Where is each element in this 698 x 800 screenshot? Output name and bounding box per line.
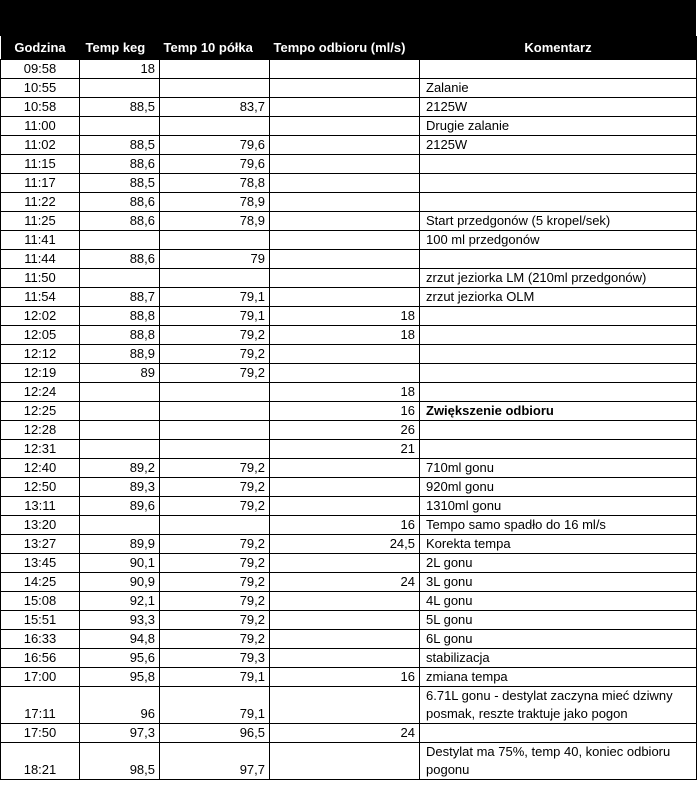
cell-keg-temp: 88,6 (80, 249, 160, 268)
cell-time: 17:50 (1, 723, 80, 742)
cell-shelf-temp (160, 420, 270, 439)
cell-keg-temp: 95,8 (80, 667, 160, 686)
cell-shelf-temp: 79,2 (160, 363, 270, 382)
cell-keg-temp: 88,9 (80, 344, 160, 363)
cell-shelf-temp: 79,1 (160, 306, 270, 325)
cell-time: 13:20 (1, 515, 80, 534)
cell-shelf-temp: 79,2 (160, 325, 270, 344)
cell-comment (420, 344, 697, 363)
cell-time: 13:27 (1, 534, 80, 553)
cell-comment: 2L gonu (420, 553, 697, 572)
table-row (1, 610, 697, 629)
table-row (1, 686, 697, 723)
table-row (1, 439, 697, 458)
cell-time: 12:31 (1, 439, 80, 458)
table-row (1, 648, 697, 667)
cell-shelf-temp: 79,2 (160, 610, 270, 629)
cell-collection-rate: 24,5 (270, 534, 420, 553)
cell-collection-rate (270, 211, 420, 230)
cell-time: 11:17 (1, 173, 80, 192)
table-row (1, 477, 697, 496)
cell-comment: 100 ml przedgonów (420, 230, 697, 249)
cell-keg-temp (80, 78, 160, 97)
cell-collection-rate (270, 287, 420, 306)
cell-time: 09:58 (1, 59, 80, 78)
cell-shelf-temp: 79,1 (160, 667, 270, 686)
cell-collection-rate (270, 629, 420, 648)
cell-keg-temp: 89,6 (80, 496, 160, 515)
table-row (1, 458, 697, 477)
cell-comment: Tempo samo spadło do 16 ml/s (420, 515, 697, 534)
cell-shelf-temp: 79,6 (160, 135, 270, 154)
cell-shelf-temp: 79,2 (160, 572, 270, 591)
cell-time: 10:55 (1, 78, 80, 97)
cell-keg-temp: 89 (80, 363, 160, 382)
cell-keg-temp: 88,5 (80, 173, 160, 192)
cell-comment: Korekta tempa (420, 534, 697, 553)
table-row (1, 268, 697, 287)
cell-shelf-temp (160, 439, 270, 458)
table-row (1, 420, 697, 439)
cell-collection-rate (270, 78, 420, 97)
cell-comment: 2125W (420, 135, 697, 154)
column-header-comment: Komentarz (524, 39, 592, 55)
table-row (1, 667, 697, 686)
cell-shelf-temp (160, 515, 270, 534)
table-row (1, 306, 697, 325)
table-row (1, 382, 697, 401)
cell-comment (420, 59, 697, 78)
cell-collection-rate: 26 (270, 420, 420, 439)
cell-shelf-temp: 83,7 (160, 97, 270, 116)
cell-time: 11:22 (1, 192, 80, 211)
cell-comment: stabilizacja (420, 648, 697, 667)
cell-shelf-temp (160, 268, 270, 287)
table-row (1, 572, 697, 591)
cell-comment (420, 325, 697, 344)
cell-collection-rate: 16 (270, 401, 420, 420)
cell-keg-temp: 90,1 (80, 553, 160, 572)
cell-collection-rate (270, 363, 420, 382)
cell-shelf-temp (160, 401, 270, 420)
cell-shelf-temp: 79,1 (160, 287, 270, 306)
table-row (1, 496, 697, 515)
cell-comment: 920ml gonu (420, 477, 697, 496)
cell-time: 12:25 (1, 401, 80, 420)
cell-shelf-temp (160, 116, 270, 135)
table-row (1, 515, 697, 534)
cell-comment: zmiana tempa (420, 667, 697, 686)
cell-time: 12:02 (1, 306, 80, 325)
cell-keg-temp: 92,1 (80, 591, 160, 610)
cell-shelf-temp (160, 382, 270, 401)
column-header-collection-rate: Tempo odbioru (ml/s) (273, 39, 406, 55)
cell-keg-temp: 88,8 (80, 306, 160, 325)
cell-keg-temp (80, 116, 160, 135)
cell-collection-rate: 16 (270, 667, 420, 686)
table-row (1, 553, 697, 572)
cell-keg-temp (80, 420, 160, 439)
table-row (1, 344, 697, 363)
cell-collection-rate: 21 (270, 439, 420, 458)
table-row (1, 287, 697, 306)
cell-shelf-temp: 97,7 (160, 742, 270, 779)
cell-keg-temp: 95,6 (80, 648, 160, 667)
cell-shelf-temp (160, 59, 270, 78)
cell-comment (420, 382, 697, 401)
cell-comment: zrzut jeziorka OLM (420, 287, 697, 306)
cell-time: 13:11 (1, 496, 80, 515)
table-row (1, 363, 697, 382)
cell-time: 15:08 (1, 591, 80, 610)
cell-shelf-temp: 79,2 (160, 553, 270, 572)
cell-collection-rate (270, 496, 420, 515)
header-band (0, 0, 696, 36)
cell-keg-temp: 97,3 (80, 723, 160, 742)
cell-time: 12:40 (1, 458, 80, 477)
cell-keg-temp (80, 382, 160, 401)
cell-comment: 5L gonu (420, 610, 697, 629)
cell-time: 12:28 (1, 420, 80, 439)
cell-collection-rate (270, 154, 420, 173)
cell-shelf-temp: 78,9 (160, 192, 270, 211)
cell-collection-rate (270, 268, 420, 287)
column-header-shelf-temp: Temp 10 półka (163, 39, 253, 55)
table-row (1, 97, 697, 116)
cell-time: 17:11 (1, 686, 80, 723)
cell-time: 12:50 (1, 477, 80, 496)
cell-keg-temp: 89,9 (80, 534, 160, 553)
cell-comment (420, 154, 697, 173)
cell-time: 12:24 (1, 382, 80, 401)
cell-keg-temp: 93,3 (80, 610, 160, 629)
cell-comment: 710ml gonu (420, 458, 697, 477)
cell-shelf-temp: 79,2 (160, 458, 270, 477)
cell-comment (420, 306, 697, 325)
table-row (1, 723, 697, 742)
column-header-keg-temp: Temp keg (85, 39, 146, 55)
table-row (1, 325, 697, 344)
cell-shelf-temp (160, 230, 270, 249)
cell-keg-temp: 88,6 (80, 192, 160, 211)
cell-time: 11:50 (1, 268, 80, 287)
cell-comment: 2125W (420, 97, 697, 116)
cell-comment: 4L gonu (420, 591, 697, 610)
cell-collection-rate: 18 (270, 325, 420, 344)
cell-comment (420, 173, 697, 192)
cell-shelf-temp: 79 (160, 249, 270, 268)
cell-collection-rate (270, 59, 420, 78)
table-row (1, 591, 697, 610)
cell-time: 11:25 (1, 211, 80, 230)
cell-collection-rate (270, 648, 420, 667)
cell-collection-rate (270, 135, 420, 154)
cell-time: 11:41 (1, 230, 80, 249)
cell-collection-rate: 16 (270, 515, 420, 534)
cell-shelf-temp: 96,5 (160, 723, 270, 742)
cell-keg-temp (80, 268, 160, 287)
cell-keg-temp: 90,9 (80, 572, 160, 591)
cell-collection-rate (270, 477, 420, 496)
cell-collection-rate (270, 116, 420, 135)
cell-keg-temp: 88,6 (80, 154, 160, 173)
distillation-log-table (0, 36, 697, 780)
table-row (1, 59, 697, 78)
cell-collection-rate (270, 591, 420, 610)
table-row (1, 78, 697, 97)
cell-time: 11:00 (1, 116, 80, 135)
cell-comment (420, 723, 697, 742)
cell-collection-rate: 24 (270, 572, 420, 591)
cell-shelf-temp: 78,9 (160, 211, 270, 230)
cell-keg-temp (80, 515, 160, 534)
cell-time: 12:12 (1, 344, 80, 363)
table-row (1, 230, 697, 249)
cell-comment (420, 249, 697, 268)
cell-comment: 3L gonu (420, 572, 697, 591)
cell-keg-temp: 94,8 (80, 629, 160, 648)
cell-time: 10:58 (1, 97, 80, 116)
cell-comment: Start przedgonów (5 kropel/sek) (420, 211, 697, 230)
cell-time: 16:33 (1, 629, 80, 648)
cell-keg-temp: 88,6 (80, 211, 160, 230)
table-row (1, 154, 697, 173)
cell-shelf-temp: 79,2 (160, 629, 270, 648)
cell-time: 12:19 (1, 363, 80, 382)
cell-collection-rate (270, 192, 420, 211)
cell-comment: 6.71L gonu - destylat zaczyna mieć dziwny posmak, reszte traktuje jako pogon (420, 686, 697, 723)
table-row (1, 211, 697, 230)
cell-collection-rate: 18 (270, 306, 420, 325)
cell-shelf-temp: 79,2 (160, 591, 270, 610)
cell-time: 16:56 (1, 648, 80, 667)
cell-time: 15:51 (1, 610, 80, 629)
table-body (1, 59, 697, 779)
header-row (1, 36, 697, 59)
cell-keg-temp: 98,5 (80, 742, 160, 779)
cell-keg-temp: 89,2 (80, 458, 160, 477)
cell-time: 11:15 (1, 154, 80, 173)
cell-collection-rate (270, 344, 420, 363)
cell-comment (420, 363, 697, 382)
cell-collection-rate (270, 553, 420, 572)
cell-time: 11:54 (1, 287, 80, 306)
table-row (1, 116, 697, 135)
cell-shelf-temp: 79,6 (160, 154, 270, 173)
table-row (1, 192, 697, 211)
cell-shelf-temp: 79,2 (160, 344, 270, 363)
cell-keg-temp (80, 230, 160, 249)
cell-collection-rate (270, 249, 420, 268)
column-header-time: Godzina (14, 39, 66, 55)
cell-time: 11:44 (1, 249, 80, 268)
cell-comment: Zalanie (420, 78, 697, 97)
cell-keg-temp: 88,5 (80, 135, 160, 154)
cell-collection-rate (270, 686, 420, 723)
cell-collection-rate (270, 742, 420, 779)
cell-comment: Drugie zalanie (420, 116, 697, 135)
cell-comment (420, 192, 697, 211)
cell-collection-rate (270, 458, 420, 477)
cell-time: 11:02 (1, 135, 80, 154)
cell-keg-temp: 89,3 (80, 477, 160, 496)
cell-shelf-temp: 79,1 (160, 686, 270, 723)
cell-collection-rate (270, 97, 420, 116)
cell-collection-rate (270, 230, 420, 249)
table-row (1, 401, 697, 420)
cell-shelf-temp (160, 78, 270, 97)
cell-time: 13:45 (1, 553, 80, 572)
table-row (1, 249, 697, 268)
table-row (1, 742, 697, 779)
table-row (1, 534, 697, 553)
cell-comment: zrzut jeziorka LM (210ml przedgonów) (420, 268, 697, 287)
cell-keg-temp: 18 (80, 59, 160, 78)
cell-comment (420, 420, 697, 439)
cell-comment: 1310ml gonu (420, 496, 697, 515)
table-row (1, 135, 697, 154)
cell-collection-rate: 18 (270, 382, 420, 401)
cell-time: 12:05 (1, 325, 80, 344)
cell-time: 18:21 (1, 742, 80, 779)
table-row (1, 173, 697, 192)
cell-time: 14:25 (1, 572, 80, 591)
cell-collection-rate: 24 (270, 723, 420, 742)
cell-comment: Destylat ma 75%, temp 40, koniec odbioru pogonu (420, 742, 697, 779)
cell-shelf-temp: 79,2 (160, 496, 270, 515)
cell-shelf-temp: 79,2 (160, 477, 270, 496)
cell-keg-temp: 88,5 (80, 97, 160, 116)
cell-collection-rate (270, 173, 420, 192)
cell-shelf-temp: 79,3 (160, 648, 270, 667)
cell-comment (420, 439, 697, 458)
cell-keg-temp (80, 439, 160, 458)
cell-keg-temp (80, 401, 160, 420)
cell-collection-rate (270, 610, 420, 629)
cell-keg-temp: 88,8 (80, 325, 160, 344)
cell-keg-temp: 88,7 (80, 287, 160, 306)
cell-keg-temp: 96 (80, 686, 160, 723)
cell-comment: 6L gonu (420, 629, 697, 648)
table-row (1, 629, 697, 648)
cell-time: 17:00 (1, 667, 80, 686)
cell-shelf-temp: 79,2 (160, 534, 270, 553)
cell-comment: Zwiększenie odbioru (420, 401, 697, 420)
cell-shelf-temp: 78,8 (160, 173, 270, 192)
